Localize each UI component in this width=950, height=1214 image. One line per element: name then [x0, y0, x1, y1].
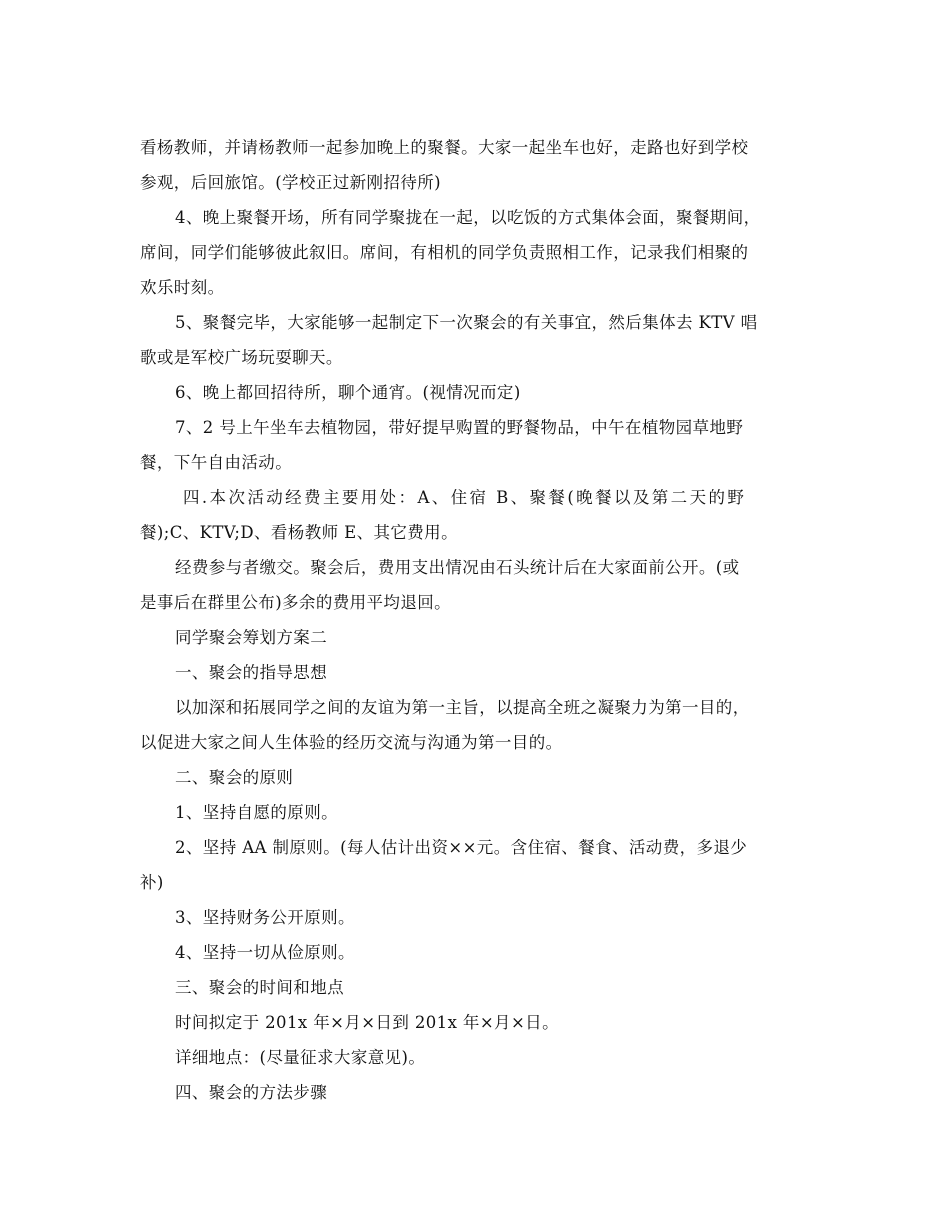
text-line: 欢乐时刻。: [140, 278, 225, 297]
text-line: 5、聚餐完毕，大家能够一起制定下一次聚会的有关事宜，然后集体去 KTV 唱: [175, 313, 758, 332]
section-heading: 四.本次活动经费主要用处：A、住宿 B、聚餐(晚餐以及第二天的野: [183, 488, 747, 507]
text-line: 是事后在群里公布)多余的费用平均退回。: [140, 593, 452, 612]
text-line: 参观，后回旅馆。(学校正过新刚招待所): [140, 173, 441, 192]
text-line: 餐，下午自由活动。: [140, 453, 293, 472]
text-line: 4、晚上聚餐开场，所有同学聚拢在一起，以吃饭的方式集体会面，聚餐期间，: [175, 208, 761, 227]
section-title: 同学聚会筹划方案二: [175, 628, 328, 647]
text-line: 以促进大家之间人生体验的经历交流与沟通为第一目的。: [140, 733, 563, 752]
text-line: 看杨教师，并请杨教师一起参加晚上的聚餐。大家一起坐车也好，走路也好到学校: [140, 138, 749, 157]
section-heading: 四、聚会的方法步骤: [175, 1083, 328, 1102]
text-line: 席间，同学们能够彼此叙旧。席间，有相机的同学负责照相工作，记录我们相聚的: [140, 243, 749, 262]
text-line: 补): [140, 873, 164, 892]
text-line: 以加深和拓展同学之间的友谊为第一主旨，以提高全班之凝聚力为第一目的，: [175, 698, 750, 717]
text-line: 3、坚持财务公开原则。: [175, 908, 355, 927]
section-heading: 二、聚会的原则: [175, 768, 294, 787]
section-heading: 一、聚会的指导思想: [175, 663, 328, 682]
text-line: 1、坚持自愿的原则。: [175, 803, 338, 822]
text-line: 餐);C、KTV;D、看杨教师 E、其它费用。: [140, 523, 458, 542]
text-line: 6、晚上都回招待所，聊个通宵。(视情况而定): [175, 383, 521, 402]
text-line: 7、2 号上午坐车去植物园，带好提早购置的野餐物品，中午在植物园草地野: [175, 418, 744, 437]
text-line: 2、坚持 AA 制原则。(每人估计出资××元。含住宿、餐食、活动费，多退少: [175, 838, 748, 857]
text-line: 详细地点：(尽量征求大家意见)。: [175, 1048, 426, 1067]
text-line: 歌或是军校广场玩耍聊天。: [140, 348, 343, 367]
text-line: 4、坚持一切从俭原则。: [175, 943, 355, 962]
text-line: 时间拟定于 201x 年×月×日到 201x 年×月×日。: [175, 1013, 559, 1032]
text-line: 经费参与者缴交。聚会后，费用支出情况由石头统计后在大家面前公开。(或: [175, 558, 740, 577]
section-heading: 三、聚会的时间和地点: [175, 978, 344, 997]
